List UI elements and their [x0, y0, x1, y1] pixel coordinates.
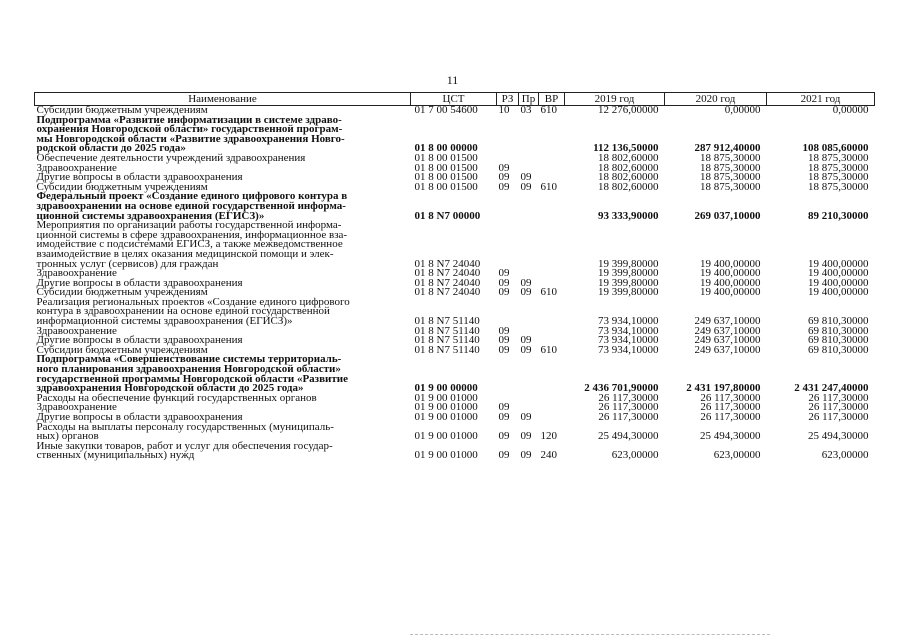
- row-vr: 610: [540, 286, 557, 299]
- row-pr: 03: [520, 104, 532, 116]
- row-name-line: Здравоохранение: [36, 324, 117, 337]
- row-vr: [539, 154, 565, 164]
- row-amount-2020: 269 037,10000: [694, 209, 761, 222]
- row-name-line: Здравоохранение: [36, 267, 117, 280]
- row-amount-2020: 26 117,30000: [700, 411, 761, 423]
- row-amount-2020: 18 875,30000: [700, 151, 761, 164]
- row-name: [35, 221, 411, 269]
- row-vr: [539, 116, 565, 154]
- row-amount-2020: 19 400,00000: [700, 276, 761, 289]
- row-amount-2020: 18 875,30000: [700, 180, 761, 193]
- row-amount-2021: 19 400,00000: [808, 267, 869, 280]
- row-cst: 01 7 00 54600: [414, 104, 478, 116]
- row-rz: [497, 221, 519, 269]
- row-amount-2019: 73 934,10000: [598, 343, 659, 356]
- row-amount-2021: 2 431 247,40000: [794, 382, 869, 395]
- row-cst: 01 8 00 01500: [414, 151, 478, 164]
- row-name-line: Другие вопросы в области здравоохранения: [36, 171, 243, 184]
- table-row: [35, 355, 875, 393]
- row-amount-2019: 25 494,30000: [598, 430, 659, 443]
- col-header-2021: 2021 год: [767, 93, 875, 106]
- row-amount-2021: 0,00000: [832, 104, 869, 116]
- row-vr: 610: [540, 180, 557, 193]
- row-name: [35, 355, 411, 393]
- row-vr: [539, 403, 565, 413]
- col-header-name: Наименование: [35, 93, 411, 106]
- row-cst: 01 8 00 01500: [414, 161, 478, 174]
- row-name-line: Другие вопросы в области здравоохранения: [36, 411, 243, 423]
- row-cst: 01 9 00 01000: [414, 430, 478, 443]
- row-vr: 610: [540, 104, 557, 116]
- row-name-line: Здравоохранение: [36, 401, 117, 414]
- row-cst: 01 8 00 00000: [414, 142, 478, 155]
- row-amount-2020: 19 400,00000: [700, 286, 761, 299]
- row-rz: [497, 355, 519, 393]
- row-name-line: Субсидии бюджетным учреждениям: [36, 180, 208, 193]
- row-name-line: Расходы на выплаты персоналу государственных (муниципаль-: [36, 420, 334, 433]
- row-rz: 09: [498, 324, 510, 337]
- row-pr: [519, 355, 539, 393]
- row-cst: 01 8 N7 51140: [414, 334, 480, 347]
- table-row: [35, 116, 875, 154]
- row-name-line: Подпрограмма «Совершенствование системы территориаль-: [36, 353, 342, 366]
- row-rz: 10: [498, 104, 510, 116]
- row-amount-2019: 18 802,60000: [598, 180, 659, 193]
- row-pr: [519, 154, 539, 164]
- row-amount-2020: 19 400,00000: [700, 267, 761, 280]
- row-cst: 01 8 N7 24040: [414, 267, 481, 280]
- row-cst: 01 8 00 01500: [414, 180, 478, 193]
- budget-table: [34, 92, 875, 461]
- row-rz: 09: [498, 401, 510, 414]
- row-name-line: ного планирования здравоохранения Новгородской области»: [36, 363, 341, 376]
- row-rz: 09: [498, 276, 510, 289]
- row-amount-2019: 73 934,10000: [598, 315, 659, 328]
- row-vr: [539, 327, 565, 337]
- row-amount-2020: 26 117,30000: [700, 391, 761, 404]
- row-rz: 09: [498, 430, 510, 443]
- row-amount-2019: 112 136,50000: [593, 142, 659, 155]
- row-amount-2021: 26 117,30000: [808, 411, 869, 423]
- row-rz: 09: [498, 343, 510, 356]
- col-header-2020: 2020 год: [665, 93, 767, 106]
- row-name-line: Субсидии бюджетным учреждениям: [36, 286, 208, 299]
- row-name-line: ных) органов: [36, 430, 99, 443]
- col-header-vr: ВР: [539, 93, 565, 106]
- row-name: [35, 420, 411, 443]
- row-cst: 01 8 N7 51140: [414, 315, 480, 328]
- row-amount-2020: 19 400,00000: [700, 257, 761, 270]
- row-amount-2021: 69 810,30000: [808, 315, 869, 328]
- row-amount-2021: 19 400,00000: [808, 286, 869, 299]
- row-amount-2021: 108 085,60000: [802, 142, 869, 155]
- row-amount-2019: 19 399,80000: [598, 267, 659, 280]
- row-amount-2021: 19 400,00000: [808, 276, 869, 289]
- col-header-pr: Пр: [519, 93, 539, 106]
- row-amount-2019: 18 802,60000: [598, 151, 659, 164]
- row-pr: 09: [520, 449, 532, 462]
- row-pr: [519, 192, 539, 221]
- row-rz: 09: [498, 411, 510, 423]
- row-amount-2019: 93 333,90000: [598, 209, 659, 222]
- row-cst: 01 9 00 00000: [414, 382, 478, 395]
- row-pr: [519, 221, 539, 269]
- row-cst: 01 9 00 01000: [414, 411, 478, 423]
- row-amount-2020: 249 637,10000: [694, 334, 761, 347]
- row-name-line: контура в здравоохранении на основе единой государственной: [36, 305, 330, 318]
- row-amount-2021: 69 810,30000: [808, 324, 869, 337]
- row-name-line: информационной системы здравоохранения (ЕГИСЗ)»: [36, 315, 293, 328]
- row-pr: 09: [520, 430, 532, 443]
- row-cst: 01 8 N7 24040: [414, 276, 481, 289]
- col-header-2019: 2019 год: [565, 93, 665, 106]
- row-vr: [539, 192, 565, 221]
- row-amount-2021: 18 875,30000: [808, 161, 869, 174]
- row-rz: [497, 116, 519, 154]
- table-row: [35, 298, 875, 327]
- scan-artifact-line: [410, 634, 770, 637]
- row-pr: 09: [520, 411, 532, 423]
- row-pr: [519, 298, 539, 327]
- row-amount-2021: 69 810,30000: [808, 343, 869, 356]
- row-cst: 01 8 N7 51140: [414, 324, 480, 337]
- row-name-line: Другие вопросы в области здравоохранения: [36, 334, 243, 347]
- row-name-line: взаимодействие в целях оказания медицинской помощи и элек-: [36, 247, 334, 260]
- row-amount-2020: 623,00000: [713, 449, 761, 462]
- row-pr: 09: [520, 343, 532, 356]
- row-rz: 09: [498, 161, 510, 174]
- row-amount-2021: 18 875,30000: [808, 171, 869, 184]
- row-amount-2019: 18 802,60000: [598, 161, 659, 174]
- row-amount-2021: 26 117,30000: [808, 401, 869, 414]
- row-name: [35, 295, 411, 328]
- row-amount-2019: 12 276,00000: [598, 104, 659, 116]
- row-amount-2021: 89 210,30000: [808, 209, 869, 222]
- row-name-line: Реализация региональных проектов «Создание единого цифрового: [36, 295, 350, 308]
- row-rz: 09: [498, 267, 510, 280]
- row-amount-2020: 18 875,30000: [700, 171, 761, 184]
- table-body: [35, 106, 875, 461]
- row-amount-2019: 623,00000: [611, 449, 659, 462]
- row-vr: [539, 269, 565, 279]
- row-amount-2021: 25 494,30000: [808, 430, 869, 443]
- row-amount-2021: 69 810,30000: [808, 334, 869, 347]
- row-cst: 01 8 00 01500: [414, 171, 478, 184]
- row-rz: [497, 298, 519, 327]
- row-amount-2019: 73 934,10000: [598, 334, 659, 347]
- row-vr: [539, 298, 565, 327]
- table-row: [35, 221, 875, 269]
- row-rz: 09: [498, 180, 510, 193]
- row-name-line: мы Новгородской области «Развитие здравоохранения Новго-: [36, 132, 345, 145]
- row-vr: 240: [540, 449, 557, 462]
- row-amount-2020: 249 637,10000: [694, 315, 761, 328]
- row-vr: 610: [540, 343, 557, 356]
- row-pr: 09: [520, 334, 532, 347]
- row-amount-2020: 26 117,30000: [700, 401, 761, 414]
- row-name-line: Мероприятия по организации работы государственной информа-: [36, 219, 342, 232]
- row-amount-2021: 18 875,30000: [808, 180, 869, 193]
- row-rz: 09: [498, 171, 510, 184]
- row-pr: 09: [520, 276, 532, 289]
- row-name-line: Субсидии бюджетным учреждениям: [36, 104, 208, 116]
- row-vr: [539, 413, 565, 423]
- row-rz: 09: [498, 449, 510, 462]
- row-name: [35, 113, 411, 155]
- row-amount-2021: 18 875,30000: [808, 151, 869, 164]
- row-amount-2021: 26 117,30000: [808, 391, 869, 404]
- row-name-line: Другие вопросы в области здравоохранения: [36, 276, 243, 289]
- row-name-line: здравоохранении на основе единой государственной информа-: [36, 199, 346, 212]
- row-cst: 01 8 N7 24040: [414, 286, 481, 299]
- row-pr: 09: [520, 286, 532, 299]
- row-name-line: ственных (муниципальных) нужд: [36, 449, 195, 462]
- row-amount-2019: 18 802,60000: [598, 171, 659, 184]
- row-name-line: Расходы на обеспечение функций государственных органов: [36, 391, 317, 404]
- row-cst: 01 9 00 01000: [414, 401, 478, 414]
- row-name-line: Подпрограмма «Развитие информатизации в системе здраво-: [36, 113, 342, 126]
- row-rz: 09: [498, 286, 510, 299]
- row-cst: 01 9 00 01000: [414, 391, 478, 404]
- row-vr: [539, 164, 565, 174]
- row-name-line: имодействие с подсистемами ЕГИСЗ, а также межведомственное: [36, 238, 343, 251]
- page-number: 11: [446, 73, 459, 87]
- row-cst: 01 8 N7 00000: [414, 209, 481, 222]
- row-amount-2019: 26 117,30000: [598, 401, 659, 414]
- row-vr: [539, 394, 565, 404]
- row-cst: 01 8 N7 51140: [414, 343, 480, 356]
- row-pr: [519, 394, 539, 404]
- row-name-line: здравоохранения Новгородской области до 2025 года»: [36, 382, 304, 395]
- row-amount-2020: 249 637,10000: [694, 324, 761, 337]
- row-amount-2020: 25 494,30000: [700, 430, 761, 443]
- row-name-line: охранения Новгородской области» государственной програм-: [36, 123, 343, 136]
- row-amount-2021: 19 400,00000: [808, 257, 869, 270]
- row-amount-2019: 73 934,10000: [598, 324, 659, 337]
- row-amount-2019: 2 436 701,90000: [584, 382, 659, 395]
- row-name-line: государственной программы Новгородской области «Развитие: [36, 372, 348, 385]
- row-amount-2019: 26 117,30000: [598, 411, 659, 423]
- row-name-line: Здравоохранение: [36, 161, 117, 174]
- row-amount-2019: 19 399,80000: [598, 257, 659, 270]
- row-name-line: тронных услуг (сервисов) для граждан: [36, 257, 219, 270]
- row-amount-2021: 623,00000: [821, 449, 869, 462]
- row-name-line: Субсидии бюджетным учреждениям: [36, 343, 208, 356]
- col-header-rz: РЗ: [497, 93, 519, 106]
- table-row: [35, 192, 875, 221]
- row-amount-2020: 2 431 197,80000: [686, 382, 761, 395]
- row-amount-2020: 249 637,10000: [694, 343, 761, 356]
- row-cst: 01 9 00 01000: [414, 449, 478, 462]
- row-amount-2020: 18 875,30000: [700, 161, 761, 174]
- row-amount-2020: 0,00000: [724, 104, 761, 116]
- row-pr: 09: [520, 171, 532, 184]
- row-rz: [497, 192, 519, 221]
- row-pr: 09: [520, 180, 532, 193]
- row-name: [35, 439, 411, 462]
- row-name-line: ционной системы в сфере здравоохранения, информационное вза-: [36, 228, 348, 241]
- row-rz: 09: [498, 334, 510, 347]
- row-name-line: ционной системы здравоохранения (ЕГИСЗ)»: [36, 209, 265, 222]
- row-name: [35, 192, 411, 221]
- row-vr: [539, 221, 565, 269]
- table-row: [35, 442, 875, 461]
- row-amount-2020: 287 912,40000: [694, 142, 761, 155]
- row-cst: 01 8 N7 24040: [414, 257, 481, 270]
- row-name-line: Иные закупки товаров, работ и услуг для обеспечения государ-: [36, 439, 333, 452]
- row-amount-2019: 19 399,80000: [598, 276, 659, 289]
- table-row: [35, 423, 875, 442]
- row-pr: [519, 116, 539, 154]
- row-amount-2019: 19 399,80000: [598, 286, 659, 299]
- row-vr: [539, 355, 565, 393]
- row-name-line: родской области до 2025 года»: [36, 142, 186, 155]
- row-vr: 120: [540, 430, 557, 443]
- row-amount-2019: 26 117,30000: [598, 391, 659, 404]
- col-header-cst: ЦСТ: [411, 93, 497, 106]
- row-name-line: Обеспечение деятельности учреждений здравоохранения: [36, 151, 306, 164]
- row-name-line: Федеральный проект «Создание единого цифрового контура в: [36, 190, 348, 203]
